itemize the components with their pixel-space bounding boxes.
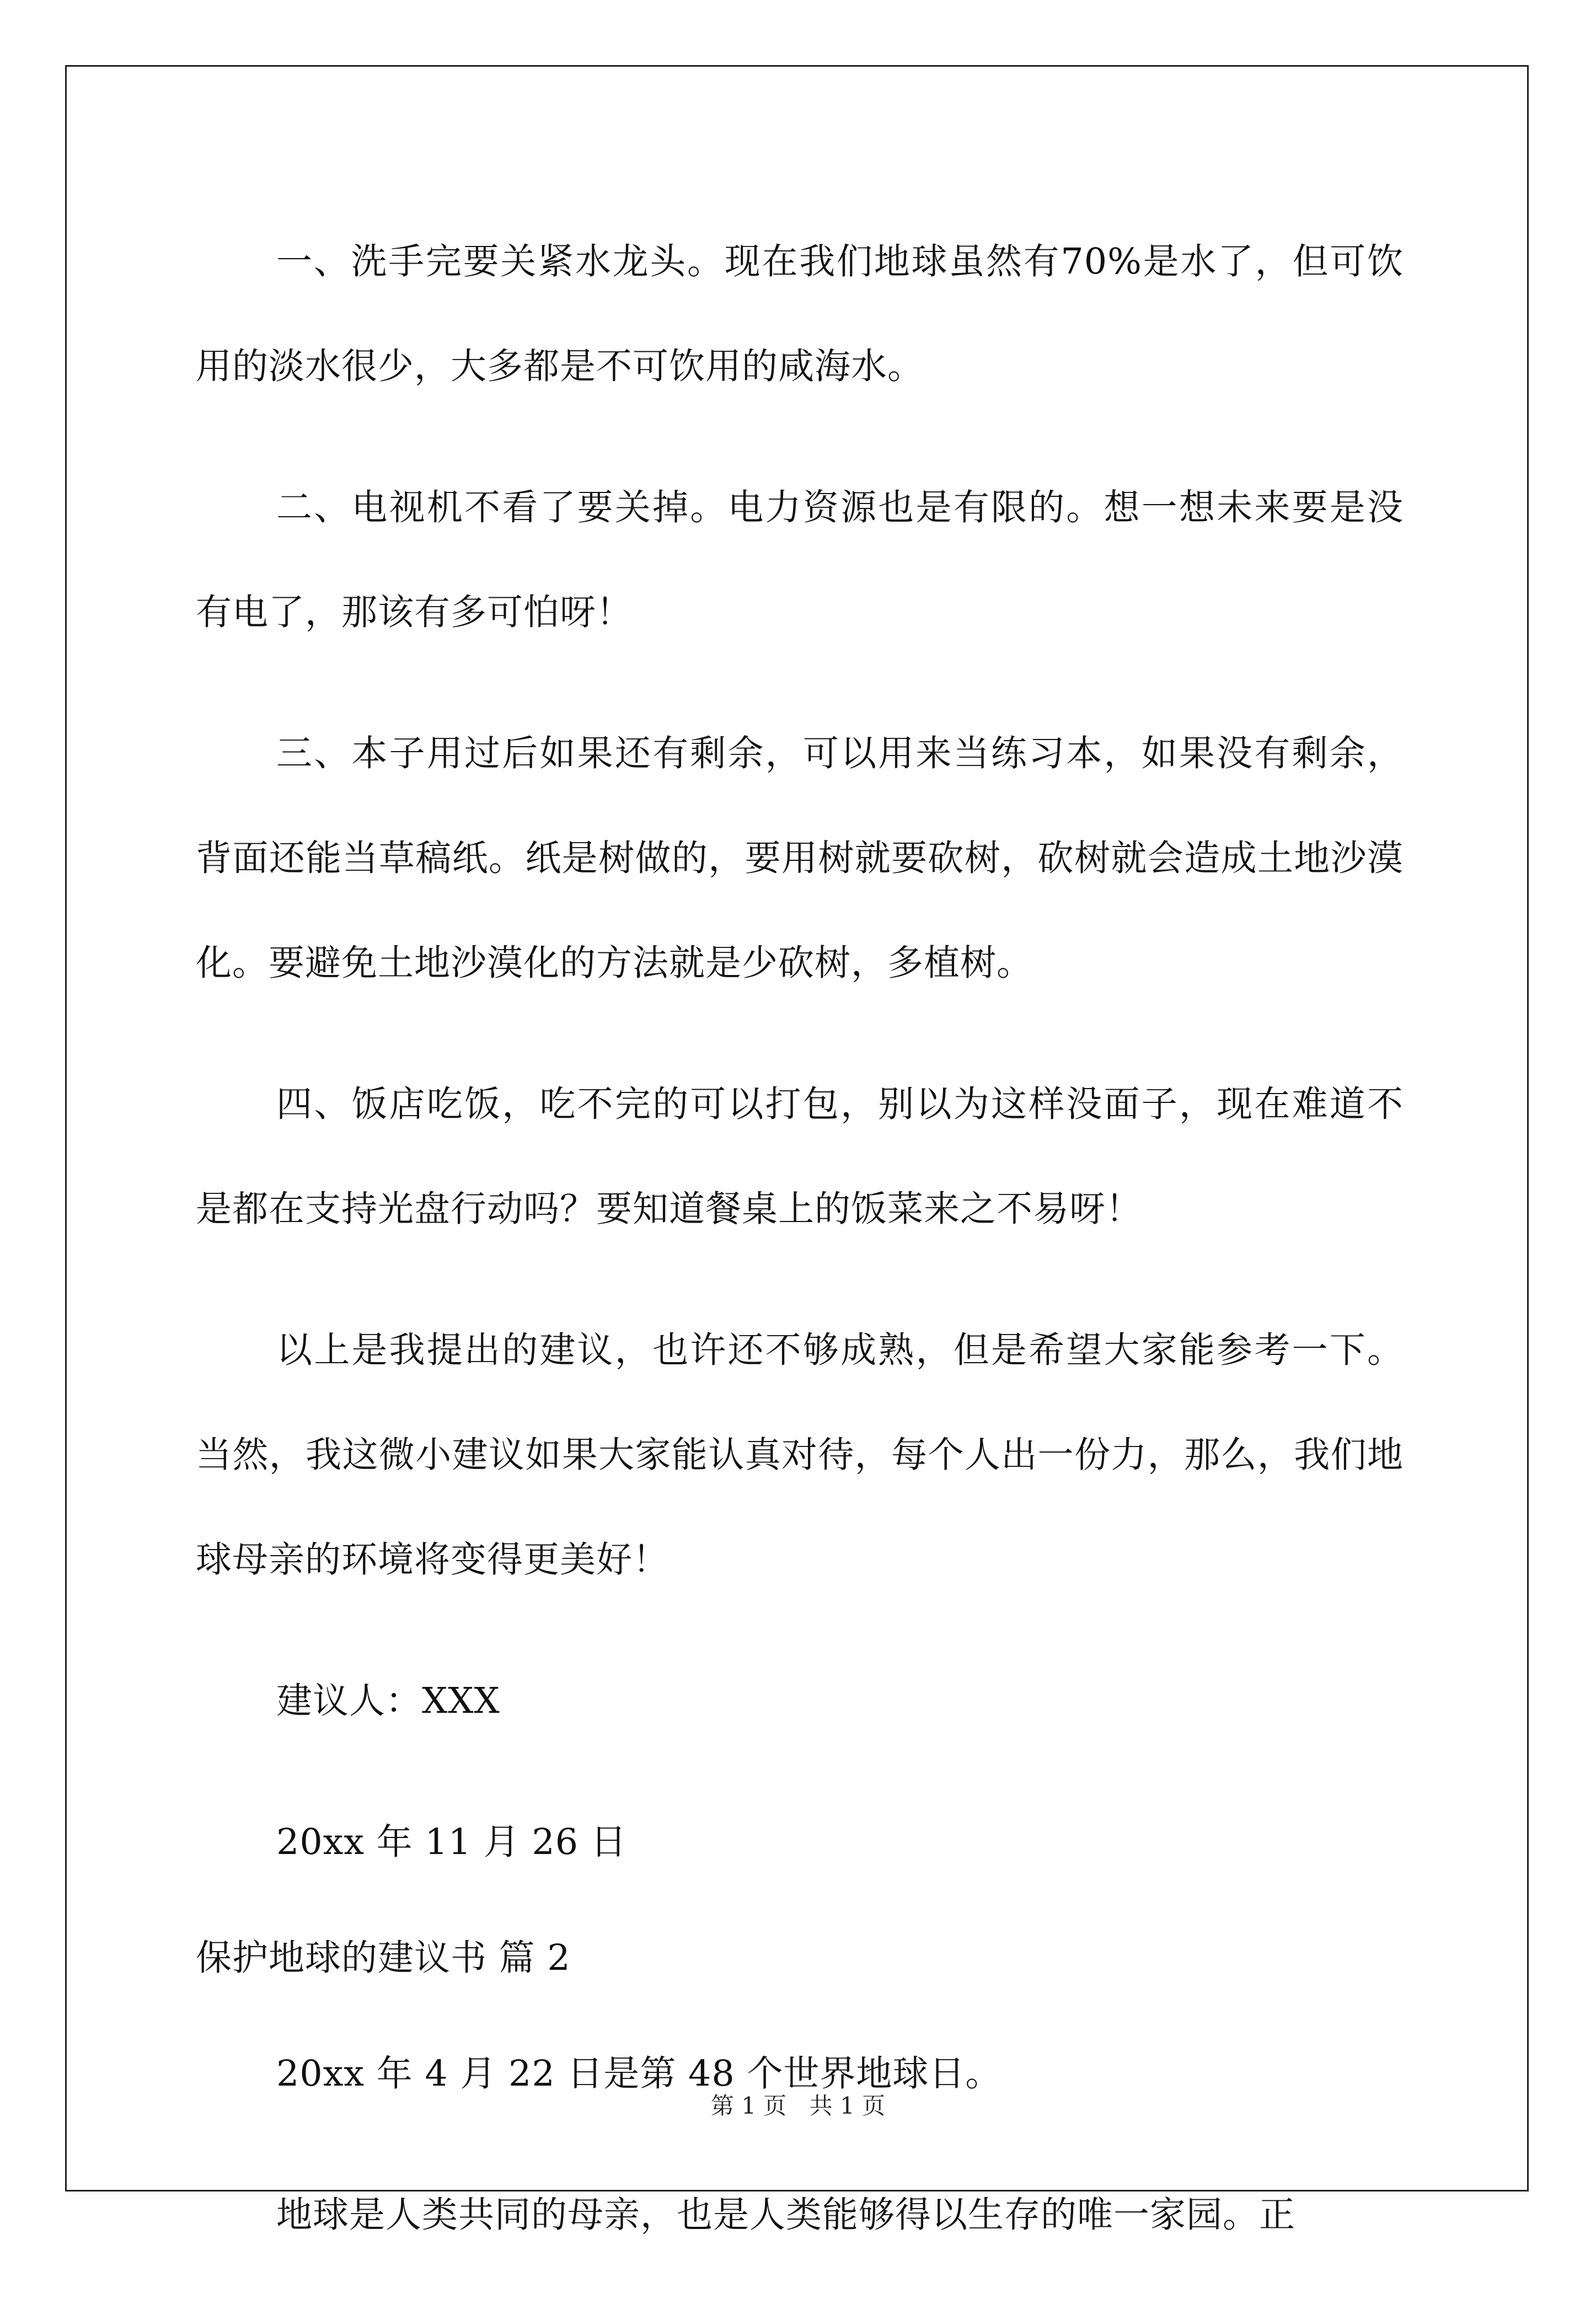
date: 20xx 年 11 月 26 日	[276, 1821, 627, 1863]
document-body	[196, 210, 1404, 2304]
page-footer	[0, 2088, 1596, 2121]
page-total: 共 1 页	[809, 2092, 886, 2119]
paragraph-earth-home: 地球是人类共同的母亲，也是人类能够得以生存的唯一家园。正	[276, 2194, 1296, 2236]
paragraph-paper: 三、本子用过后如果还有剩余，可以用来当练习本，如果没有剩余，背面还能当草稿纸。纸是树做的，要用树就要砍树，砍树就会造成土地沙漠化。要避免土地沙漠化的方法就是少砍树，多植树。	[196, 733, 1404, 984]
paragraph-tv: 二、电视机不看了要关掉。电力资源也是有限的。想一想未来要是没有电了，那该有多可怕呀！	[196, 487, 1404, 633]
paragraph-conclusion: 以上是我提出的建议，也许还不够成熟，但是希望大家能参考一下。当然，我这微小建议如果大家能认真对待，每个人出一份力，那么，我们地球母亲的环境将变得更美好！	[196, 1330, 1404, 1580]
paragraph-restaurant: 四、饭店吃饭，吃不完的可以打包，别以为这样没面子，现在难道不是都在支持光盘行动吗？要知道餐桌上的饭菜来之不易呀！	[196, 1084, 1404, 1230]
signature: 建议人：XXX	[276, 1680, 500, 1722]
paragraph-earth-day: 20xx 年 4 月 22 日是第 48 个世界地球日。	[276, 2053, 1002, 2094]
page-number: 第 1 页	[710, 2092, 787, 2119]
paragraph-water: 一、洗手完要关紧水龙头。现在我们地球虽然有70%是水了，但可饮用的淡水很少，大多都是不可饮用的咸海水。	[196, 241, 1404, 387]
section-heading: 保护地球的建议书 篇 2	[196, 1937, 571, 1979]
